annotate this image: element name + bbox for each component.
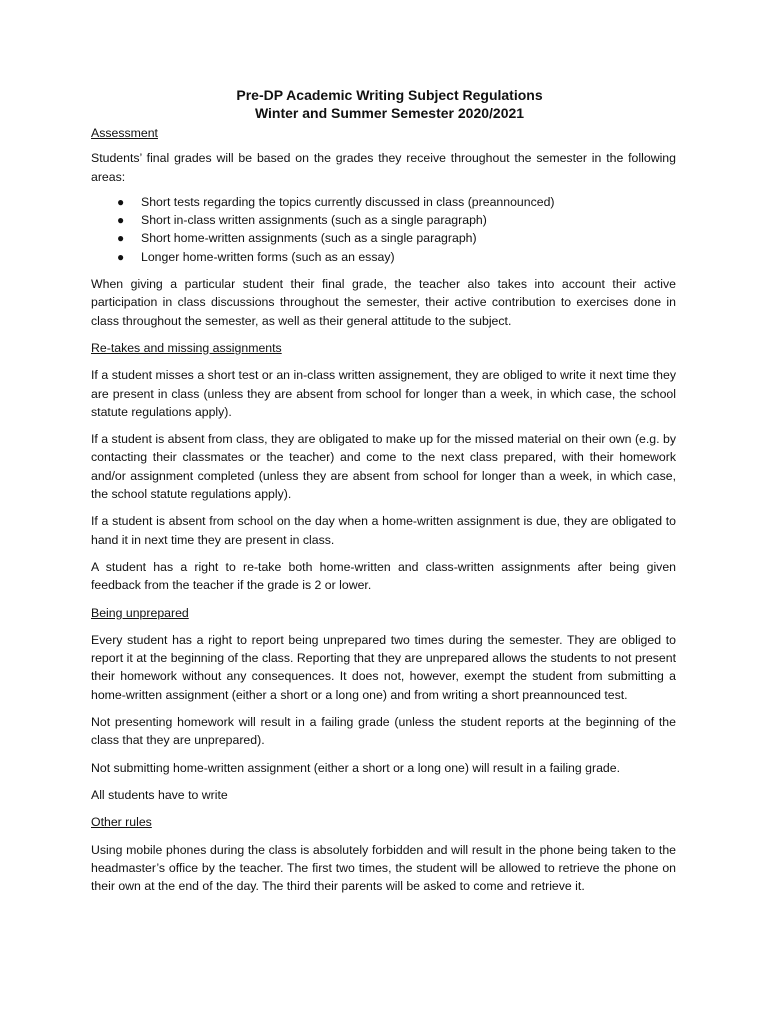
assessment-closing: When giving a particular student their final grade, the teacher also takes into account their active participation in class discussions throughout the semester, their active contribution to exercises done in class throughout the semester, as well as their general attitude to the subject. [91, 277, 676, 328]
retakes-paragraph: A student has a right to re-take both home-written and class-written assignments after being given feedback from the teacher if the grade is 2 or lower. [91, 559, 676, 593]
unprepared-paragraph: Not submitting home-written assignment (either a short or a long one) will result in a failing grade. [91, 760, 621, 775]
unprepared-paragraph: Not presenting homework will result in a failing grade (unless the student reports at the beginning of the class that they are unprepared). [91, 715, 676, 748]
title-line-2: Winter and Summer Semester 2020/2021 [254, 105, 525, 121]
bullet-icon: ● [117, 231, 125, 246]
unprepared-paragraph: Every student has a right to report being unprepared two times during the semester. They are obliged to report it at the beginning of the class. Reporting that they are unprepared allows the students to not present their homework without any consequences. It does not, however, exempt the student from submitting a home-written assignment (either a short or a long one) and from writing a short preannounced test. [91, 632, 676, 702]
bullet-icon: ● [117, 194, 125, 209]
title-line-1: Pre-DP Academic Writing Subject Regulations [236, 87, 543, 103]
assessment-intro: Students’ final grades will be based on the grades they receive throughout the semester in the following areas: [91, 151, 676, 184]
retakes-paragraph: If a student misses a short test or an in-class written assignement, they are obliged to write it next time they are present in class (unless they are absent from school for longer than a week, in which case, the school statute regulations apply). [91, 368, 676, 419]
unprepared-paragraph: All students have to write [91, 787, 228, 802]
list-item: ● Short tests regarding the topics currently discussed in class (preannounced) [91, 193, 676, 211]
section-heading-assessment: Assessment [91, 126, 158, 140]
section-heading-retakes: Re-takes and missing assignments [91, 340, 282, 355]
document-title [103, 86, 676, 122]
document-page [91, 86, 676, 895]
list-item: ● Short in-class written assignments (such as a single paragraph) [91, 211, 676, 229]
retakes-paragraph: If a student is absent from class, they are obligated to make up for the missed material on their own (e.g. by contacting their classmates or the teacher) and come to the next class prepared, with their homework and/or assignment completed (unless they are absent from school for longer than a week, in which case, the school statute regulations apply). [91, 432, 676, 502]
bullet-icon: ● [117, 249, 125, 264]
bullet-icon: ● [117, 213, 125, 228]
list-item: ● Short home-written assignments (such as a single paragraph) [91, 229, 676, 247]
section-heading-unprepared: Being unprepared [91, 605, 189, 620]
section-heading-other-rules: Other rules [91, 815, 152, 830]
assessment-bullet-list [91, 193, 676, 266]
other-rules-paragraph: Using mobile phones during the class is absolutely forbidden and will result in the phone being taken to the headmaster’s office by the teacher. The first two times, the student will be allowed to retrieve the phone on their own at the end of the day. The third their parents will be asked to come and retrieve it. [91, 842, 676, 894]
list-item: ● Longer home-written forms (such as an essay) [91, 248, 676, 266]
retakes-paragraph: If a student is absent from school on the day when a home-written assignment is due, they are obligated to hand it in next time they are present in class. [91, 514, 676, 547]
